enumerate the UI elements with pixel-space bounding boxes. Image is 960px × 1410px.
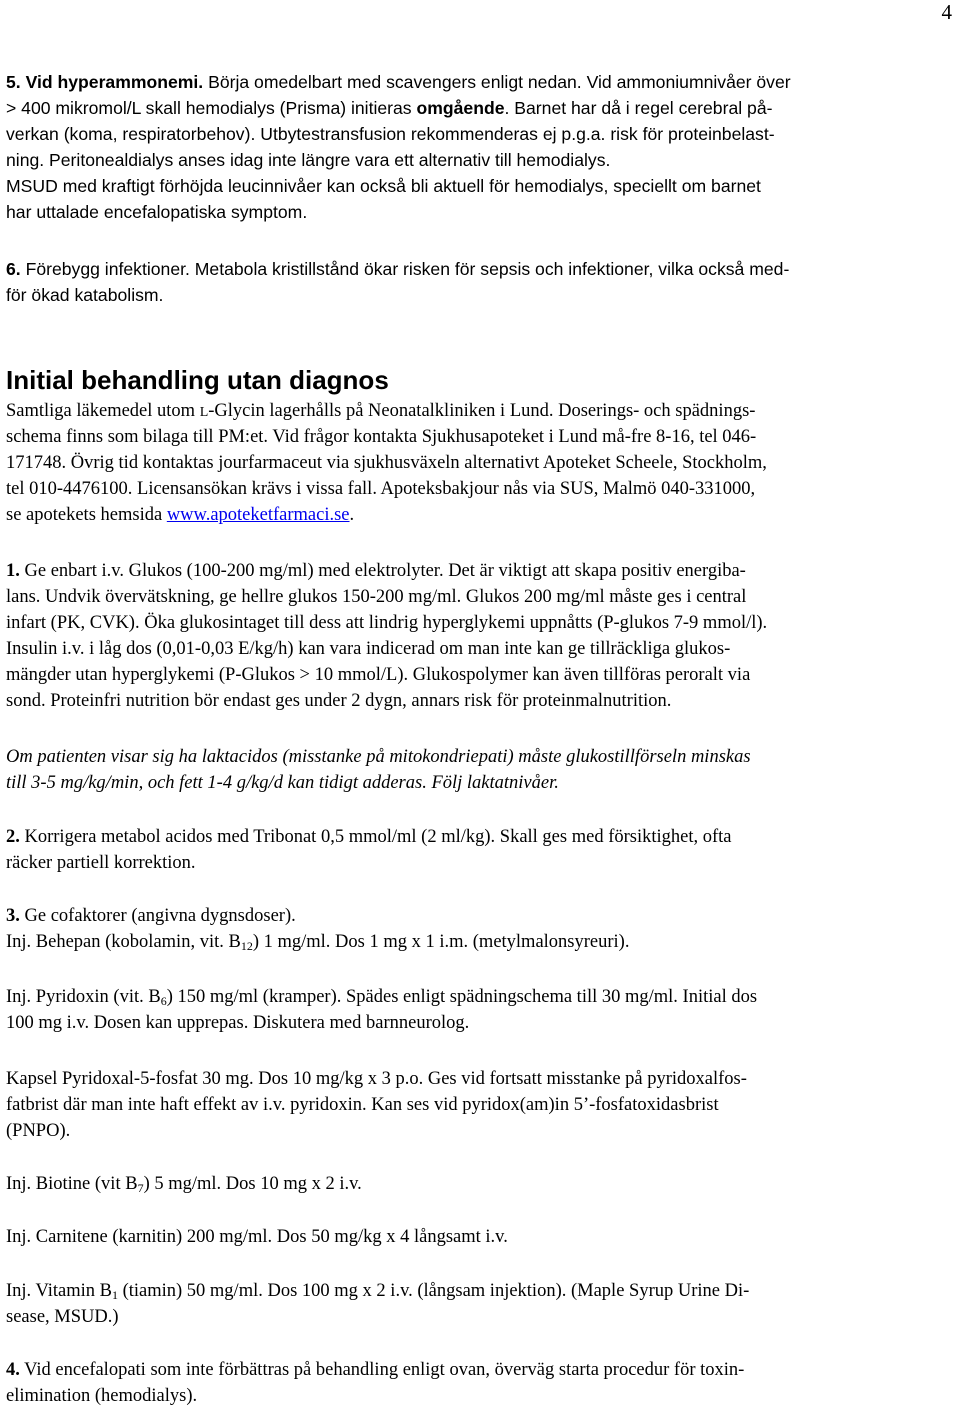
para-line: fatbrist där man inte haft effekt av i.v. pyridoxin. Kan ses vid pyridox(am)in 5’-fosfatoxidasbrist [6,1095,719,1115]
section-heading: Initial behandling utan diagnos [6,365,389,395]
para-line [6,95,772,121]
para-line: Om patienten visar sig ha laktacidos (misstanke på mitokondriepati) måste glukostillförseln minskas [6,747,751,767]
para-line: MSUD med kraftigt förhöjda leucinnivåer kan också bli aktuell för hemodialys, speciellt om barnet [6,176,761,196]
para-line [6,69,791,95]
text: Vid encefalopati som inte förbättras på behandling enligt ovan, överväg starta procedur för toxin- [19,1360,745,1380]
para-line [6,558,746,584]
page-number: 4 [941,0,952,24]
para-line [6,903,296,929]
para-line: 171748. Övrig tid kontaktas jourfarmaceut via sjukhusväxeln alternativt Apoteket Scheele, Stockholm, [6,453,767,473]
text: Samtliga läkemedel utom [6,401,200,421]
text: Börja omedelbart med scavengers enligt nedan. Vid ammoniumnivåer över [203,72,791,92]
para-line: verkan (koma, respiratorbehov). Utbytestransfusion rekommenderas ej p.g.a. risk för proteinbelast- [6,124,775,144]
para-line: sond. Proteinfri nutrition bör endast ges under 2 dygn, annars risk för proteinmalnutrition. [6,691,672,711]
text: (tiamin) 50 mg/ml. Dos 100 mg x 2 i.v. (långsam injektion). (Maple Syrup Urine Di- [117,1281,750,1301]
para-line: mängder utan hyperglykemi (P-Glukos > 10 mmol/L). Glukospolymer kan även tillföras peroralt via [6,665,751,685]
para-line: schema finns som bilaga till PM:et. Vid frågor kontakta Sjukhusapoteket i Lund må-fre 8-16, tel 046- [6,427,757,447]
pharmacy-website-link[interactable]: www.apoteketfarmaci.se [166,505,350,525]
item-number: 2. [6,827,20,847]
para-line: har uttalade encefalopatiska symptom. [6,202,308,222]
para-line [6,824,732,850]
para-line: för ökad katabolism. [6,285,164,305]
text: ) 150 mg/ml (kramper). Spädes enligt spädningschema till 30 mg/ml. Initial dos [166,987,758,1007]
text: Inj. Behepan (kobolamin, vit. B [6,932,241,952]
item-title: Förebygg infektioner. [25,259,190,279]
para-line: (PNPO). [6,1121,71,1141]
text: Inj. Biotine (vit B [6,1174,138,1194]
para-line: Kapsel Pyridoxal-5-fosfat 30 mg. Dos 10 mg/kg x 3 p.o. Ges vid fortsatt misstanke på pyridoxalfos- [6,1069,747,1089]
text: se apotekets hemsida [6,505,167,525]
para-line: infart (PK, CVK). Öka glukosintaget till dess att lindrig hyperglykemi uppnåtts (P-glukos 7-9 mmol/l). [6,613,768,633]
para-line: Inj. Carnitene (karnitin) 200 mg/ml. Dos 50 mg/kg x 4 långsamt i.v. [6,1227,508,1247]
emphasis: omgående [416,98,505,118]
small-caps-l: L [199,405,209,420]
para-line: räcker partiell korrektion. [6,853,196,873]
para-line: 100 mg i.v. Dosen kan upprepas. Diskutera med barnneurolog. [6,1013,470,1033]
para-line: elimination (hemodialys). [6,1386,198,1406]
text: Inj. Pyridoxin (vit. B [6,987,161,1007]
para-line [6,398,755,426]
para-line: Insulin i.v. i låg dos (0,01-0,03 E/kg/h) kan vara indicerad om man inte kan ge tillräckliga glukos- [6,639,731,659]
text: -Glycin lagerhålls på Neonatalkliniken i Lund. Doserings- och spädnings- [208,401,756,421]
text: Inj. Vitamin B [6,1281,112,1301]
para-line: sease, MSUD.) [6,1307,119,1327]
para-line [6,256,789,282]
item-number: 5. [6,72,21,92]
subscript: 6 [160,994,167,1008]
behepan-line [6,929,629,955]
para-line [6,1357,744,1383]
text: ) 5 mg/ml. Dos 10 mg x 2 i.v. [143,1174,362,1194]
text: . [349,505,355,525]
para-line [6,984,757,1010]
text: Ge cofaktorer (angivna dygnsdoser). [19,906,296,926]
subscript: 12 [240,939,253,953]
para-line: ning. Peritonealdialys anses idag inte längre vara ett alternativ till hemodialys. [6,150,611,170]
item-number: 1. [6,561,20,581]
text: Ge enbart i.v. Glukos (100-200 mg/ml) med elektrolyter. Det är viktigt att skapa positiv energiba- [19,561,746,581]
subscript: 1 [111,1288,118,1302]
item-number: 4. [6,1360,20,1380]
para-line: tel 010-4476100. Licensansökan krävs i vissa fall. Apoteksbakjour nås via SUS, Malmö 040-331000, [6,479,756,499]
para-line [6,1278,749,1304]
para-line [6,1171,362,1197]
text: . Barnet har då i regel cerebral på- [504,98,773,118]
text: Metabola kristillstånd ökar risken för sepsis och infektioner, vilka också med- [189,259,790,279]
para-line: lans. Undvik övervätskning, ge hellre glukos 150-200 mg/ml. Glukos 200 mg/ml måste ges i central [6,587,747,607]
item-number: 6. [6,259,21,279]
item-title: Vid hyperammonemi. [25,72,204,92]
text: > 400 mikromol/L skall hemodialys (Prisma) initieras [6,98,417,118]
item-number: 3. [6,906,20,926]
text: Korrigera metabol acidos med Tribonat 0,5 mmol/ml (2 ml/kg). Skall ges med försiktighet, ofta [19,827,732,847]
para-line [6,502,354,528]
text: ) 1 mg/ml. Dos 1 mg x 1 i.m. (metylmalonsyreuri). [252,932,630,952]
para-line: till 3-5 mg/kg/min, och fett 1-4 g/kg/d kan tidigt adderas. Följ laktatnivåer. [6,773,559,793]
subscript: 7 [137,1181,144,1195]
